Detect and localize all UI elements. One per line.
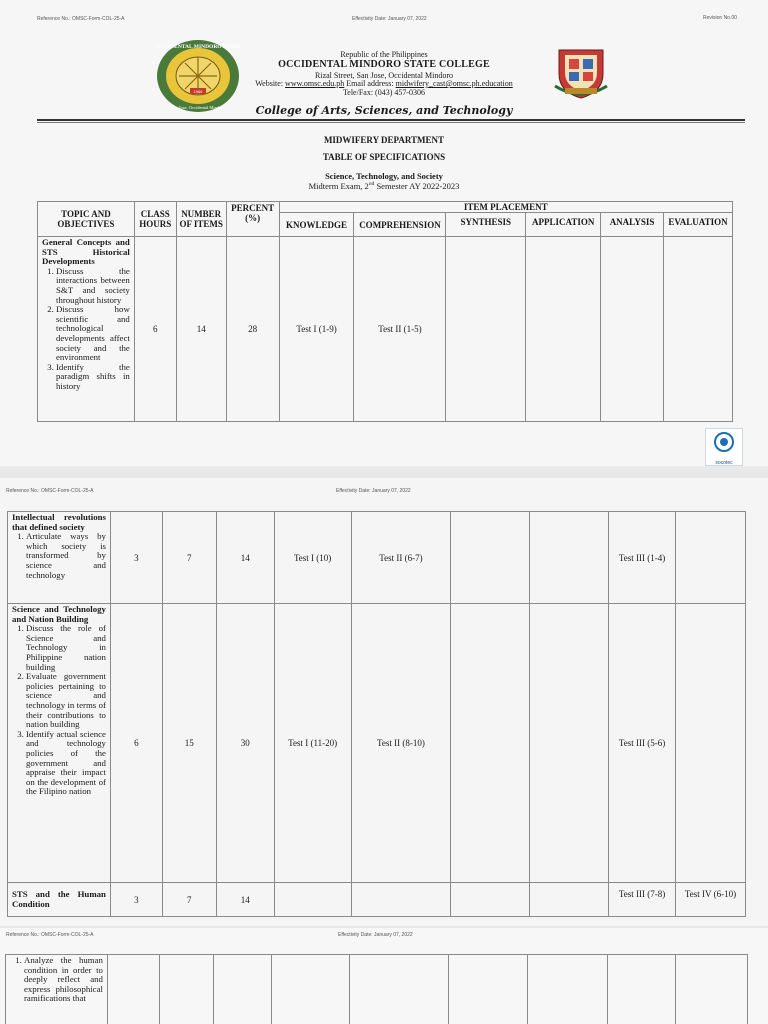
items-cell: 15	[162, 604, 216, 883]
exam-line: Midterm Exam, 2nd Semester AY 2022-2023	[308, 181, 460, 191]
svg-text:San Jose, Occidental Mindoro: San Jose, Occidental Mindoro	[170, 105, 226, 110]
college-address: Rizal Street, San Jose, Occidental Mindoro	[315, 71, 453, 80]
knowledge-cell: Test I (10)	[274, 512, 351, 604]
college-name: OCCIDENTAL MINDORO STATE COLLEGE	[278, 59, 490, 70]
header-divider-thin	[37, 122, 745, 123]
items-cell: 14	[176, 237, 226, 422]
application-cell	[530, 604, 609, 883]
class-hours-cell: 3	[110, 512, 162, 604]
class-hours-cell	[107, 955, 159, 1024]
specification-table-page-2	[7, 511, 746, 917]
header-number-of-items: NUMBER OF ITEMS	[176, 202, 226, 237]
application-cell	[530, 883, 609, 917]
knowledge-cell: Test I (11-20)	[274, 604, 351, 883]
header-percent: PERCENT (%)	[226, 202, 279, 237]
certification-icon	[706, 429, 742, 455]
evaluation-cell	[676, 955, 748, 1024]
analysis-cell: Test III (7-8)	[609, 883, 676, 917]
knowledge-cell	[274, 883, 351, 917]
certification-badge: socotec	[705, 428, 743, 466]
reference-number: Reference No.: OMSC-Form-COL-25-A	[37, 16, 125, 22]
course-name: Science, Technology, and Society	[325, 171, 443, 181]
knowledge-cell: Test I (1-9)	[279, 237, 354, 422]
percent-cell: 30	[216, 604, 274, 883]
header-knowledge: KNOWLEDGE	[279, 213, 354, 237]
page-1	[0, 0, 768, 466]
percent-cell	[213, 955, 271, 1024]
items-cell: 7	[162, 883, 216, 917]
topic-cell: STS and the Human Condition	[8, 883, 111, 917]
topic-cell: General Concepts and STS Historical Developments 1. Discuss the interactions between S&T and society throughout history 2. Discuss how scientific and technological developments affect society and the environment 3. Identify the paradigm shifts in history	[38, 237, 135, 422]
table-row	[38, 237, 733, 422]
header-topic: TOPIC AND OBJECTIVES	[38, 202, 135, 237]
header-application: APPLICATION	[526, 213, 601, 237]
analysis-cell	[601, 237, 664, 422]
header-divider	[37, 119, 745, 121]
synthesis-cell	[451, 512, 530, 604]
effectivity-date-page-2: Effectivity Date: January 07, 2022	[336, 488, 411, 494]
header-comprehension: COMPREHENSION	[354, 213, 446, 237]
synthesis-cell	[446, 237, 526, 422]
header-class-hours: CLASS HOURS	[134, 202, 176, 237]
page-2	[0, 478, 768, 926]
items-cell: 7	[162, 512, 216, 604]
document-title: TABLE OF SPECIFICATIONS	[322, 152, 446, 162]
synthesis-cell	[451, 604, 530, 883]
class-hours-cell: 6	[134, 237, 176, 422]
class-hours-cell: 6	[110, 604, 162, 883]
comprehension-cell: Test II (6-7)	[351, 512, 451, 604]
items-cell	[159, 955, 213, 1024]
table-row	[8, 604, 746, 883]
analysis-cell	[608, 955, 676, 1024]
table-row	[8, 512, 746, 604]
comprehension-cell: Test II (8-10)	[351, 604, 451, 883]
reference-number-page-3: Reference No.: OMSC-Form-COL-25-A	[6, 932, 94, 938]
table-row	[6, 955, 748, 1024]
knowledge-cell	[271, 955, 349, 1024]
header-evaluation: EVALUATION	[663, 213, 732, 237]
svg-text:1966: 1966	[193, 89, 203, 94]
email-link[interactable]: midwifery_cast@omsc.ph.education	[395, 79, 513, 88]
table-row	[8, 883, 746, 917]
topic-cell: Science and Technology and Nation Building 1. Discuss the role of Science and Technology in Philippine nation building 2. Evaluate government policies pertaining to science and technology in terms of their contributions to nation building 3. Identify actual science and technology policies of the government and appraise their impact on the development of the Filipino nation	[8, 604, 111, 883]
header-analysis: ANALYSIS	[601, 213, 664, 237]
college-unit: College of Arts, Sciences, and Technology	[255, 104, 513, 117]
republic-line: Republic of the Philippines	[340, 50, 428, 59]
application-cell	[530, 512, 609, 604]
header-synthesis: SYNTHESIS	[446, 213, 526, 237]
cast-crest-logo	[553, 46, 609, 100]
synthesis-cell	[449, 955, 528, 1024]
evaluation-cell: Test IV (6-10)	[676, 883, 746, 917]
percent-cell: 14	[216, 512, 274, 604]
effectivity-date: Effectivity Date: January 07, 2022	[352, 16, 427, 22]
topic-cell: 1. Analyze the human condition in order to deeply reflect and express philosophical ramifications that	[6, 955, 108, 1024]
comprehension-cell	[349, 955, 449, 1024]
effectivity-date-page-3: Effectivity Date: January 07, 2022	[338, 932, 413, 938]
analysis-cell: Test III (1-4)	[609, 512, 676, 604]
contact-line: Website: www.omsc.edu.ph Email address: midwifery_cast@omsc.ph.education	[255, 79, 513, 88]
application-cell	[528, 955, 608, 1024]
website-link[interactable]: www.omsc.edu.ph	[285, 79, 345, 88]
percent-cell: 14	[216, 883, 274, 917]
class-hours-cell: 3	[110, 883, 162, 917]
page-3	[0, 928, 768, 1024]
department-heading: MIDWIFERY DEPARTMENT	[323, 135, 445, 145]
evaluation-cell	[676, 512, 746, 604]
topic-cell: Intellectual revolutions that defined society 1. Articulate ways by which society is transformed by science and technology	[8, 512, 111, 604]
svg-text:OCCIDENTAL MINDORO STATE: OCCIDENTAL MINDORO STATE	[155, 44, 241, 50]
application-cell	[526, 237, 601, 422]
revision-number: Revision No.00	[703, 15, 737, 21]
comprehension-cell	[351, 883, 451, 917]
reference-number-page-2: Reference No.: OMSC-Form-COL-25-A	[6, 488, 94, 494]
specification-table-page-1	[37, 201, 733, 422]
synthesis-cell	[451, 883, 530, 917]
header-item-placement: ITEM PLACEMENT	[279, 202, 732, 213]
evaluation-cell	[663, 237, 732, 422]
analysis-cell: Test III (5-6)	[609, 604, 676, 883]
evaluation-cell	[676, 604, 746, 883]
specification-table-page-3	[5, 954, 748, 1024]
comprehension-cell: Test II (1-5)	[354, 237, 446, 422]
percent-cell: 28	[226, 237, 279, 422]
telefax: Tele/Fax: (043) 457-0306	[342, 88, 426, 97]
